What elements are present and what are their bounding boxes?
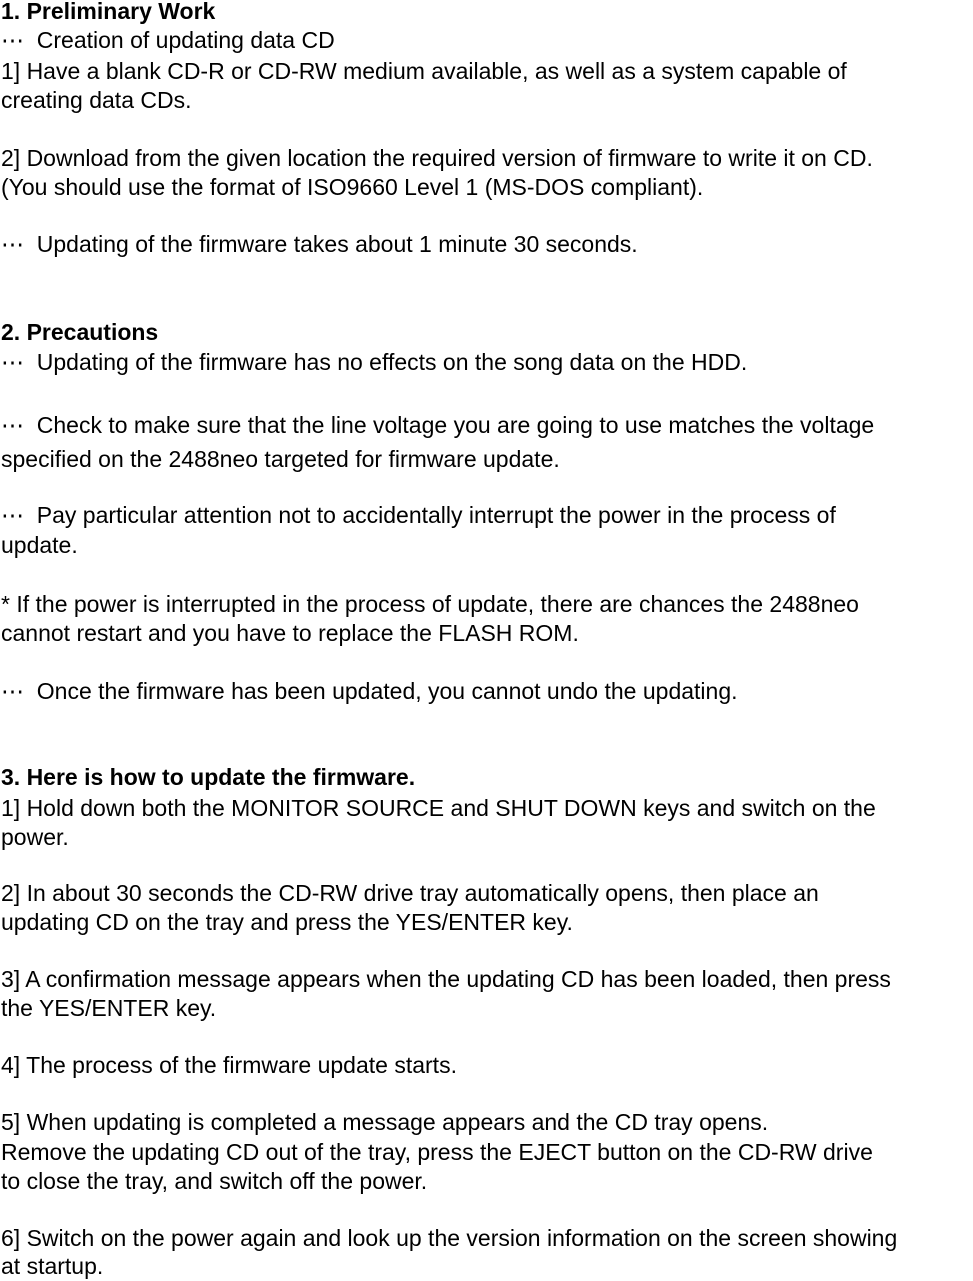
bullet-creation-of-updating-cd: ⋯ Creation of updating data CD [1, 27, 335, 53]
bullet-song-data-note: ⋯ Updating of the firmware has no effects on the song data on the HDD. [1, 349, 748, 375]
step-text-line: at startup. [1, 1253, 104, 1279]
step-text-line: to close the tray, and switch off the power. [1, 1168, 428, 1194]
step-text-line: (You should use the format of ISO9660 Level 1 (MS-DOS compliant). [1, 174, 704, 200]
bullet-power-interrupt: ⋯ Pay particular attention not to accidentally interrupt the power in the process of [1, 502, 836, 528]
step-text-line: the YES/ENTER key. [1, 995, 217, 1021]
step-text-line: updating CD on the tray and press the YES/ENTER key. [1, 909, 573, 935]
step-text-line: creating data CDs. [1, 87, 192, 113]
step-text-line: 2] In about 30 seconds the CD-RW drive tray automatically opens, then place an [1, 880, 819, 906]
step-text-line: 3] A confirmation message appears when the updating CD has been loaded, then press [1, 966, 891, 992]
bullet-cannot-undo: ⋯ Once the firmware has been updated, you cannot undo the updating. [1, 678, 738, 704]
step-text-line: 4] The process of the firmware update starts. [1, 1052, 457, 1078]
step-text-line: update. [1, 532, 78, 558]
section-heading-preliminary-work: 1. Preliminary Work [1, 0, 216, 24]
section-heading-precautions: 2. Precautions [1, 319, 159, 345]
step-text-line: 6] Switch on the power again and look up the version information on the screen showing [1, 1225, 898, 1251]
step-text-line: 1] Hold down both the MONITOR SOURCE and SHUT DOWN keys and switch on the [1, 795, 876, 821]
section-heading-how-to-update: 3. Here is how to update the firmware. [1, 764, 416, 790]
step-text-line: 1] Have a blank CD-R or CD-RW medium available, as well as a system capable of [1, 58, 847, 84]
step-text-line: 2] Download from the given location the required version of firmware to write it on CD. [1, 145, 873, 171]
step-text-line: cannot restart and you have to replace the FLASH ROM. [1, 620, 579, 646]
step-text-line: power. [1, 824, 69, 850]
step-text-line: 5] When updating is completed a message appears and the CD tray opens. [1, 1109, 769, 1135]
step-text-line: specified on the 2488neo targeted for firmware update. [1, 446, 560, 472]
asterisk-note: * If the power is interrupted in the process of update, there are chances the 2488neo [1, 591, 859, 617]
step-text-line: Remove the updating CD out of the tray, press the EJECT button on the CD-RW drive [1, 1139, 873, 1165]
bullet-line-voltage: ⋯ Check to make sure that the line voltage you are going to use matches the voltage [1, 412, 875, 438]
bullet-update-duration: ⋯ Updating of the firmware takes about 1 minute 30 seconds. [1, 231, 638, 257]
